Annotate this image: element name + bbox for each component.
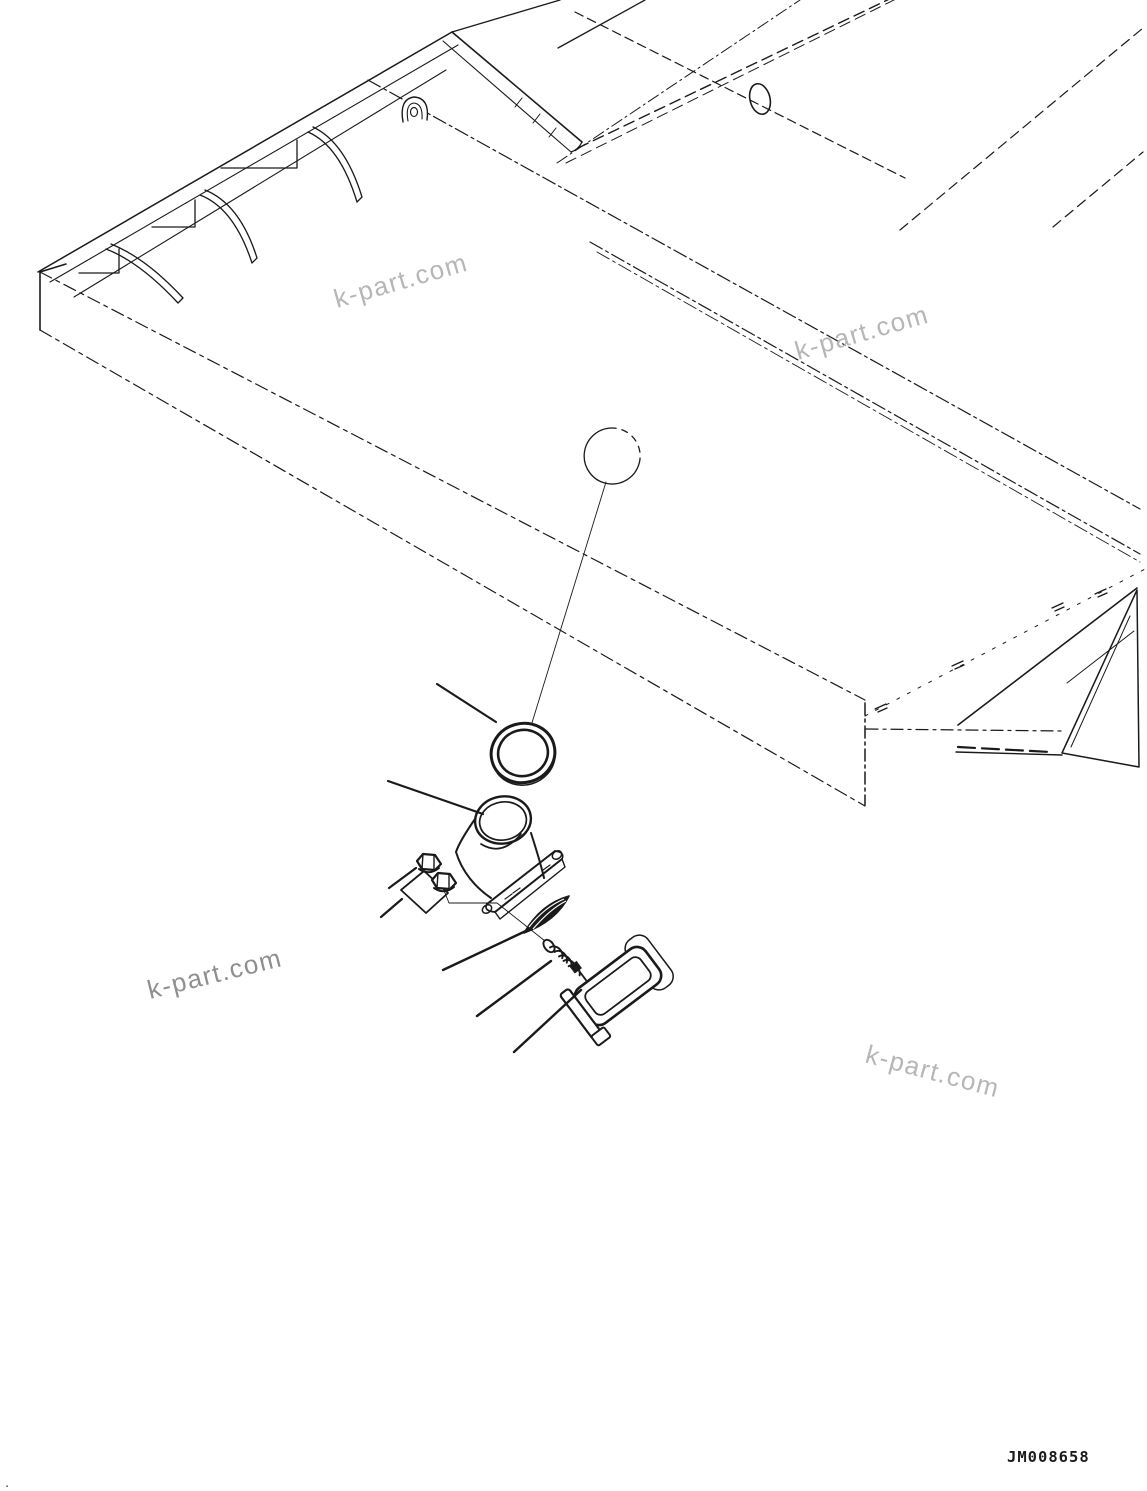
deck-hole-arc-solid	[584, 428, 639, 484]
upper-rail-inner	[566, 0, 916, 163]
watermark-bottom-right: k-part.com	[862, 1038, 1004, 1104]
watermark-top-right: k-part.com	[791, 298, 933, 366]
cross-beam-hatch	[515, 98, 556, 137]
tapered-side-beam	[866, 588, 1139, 767]
deck-hole-arc-dashed	[612, 428, 640, 464]
deck-right-edge-ticks	[875, 589, 1107, 712]
upper-rim-exit-lines	[452, 0, 645, 48]
watermark-bottom-left: k-part.com	[144, 942, 286, 1005]
corner-mark: .	[5, 1474, 10, 1491]
deck-centerline-c	[597, 252, 1140, 562]
lifting-eye-arch	[402, 97, 427, 122]
beam-top-inner	[1067, 631, 1134, 683]
flange-hatch	[505, 865, 550, 899]
gusset-2	[152, 190, 257, 263]
hex-nut-1	[417, 854, 441, 872]
deck-frame	[38, 0, 1147, 806]
gusset-1	[79, 244, 183, 303]
deck-front-top-edge	[40, 272, 865, 700]
watermark-top-left: k-part.com	[330, 246, 472, 314]
beam-centerline	[866, 729, 1062, 731]
hole-leader-line	[531, 482, 606, 726]
upper-rail-outer	[578, 0, 925, 148]
tube-flange-band	[487, 851, 562, 912]
nut-head	[432, 873, 456, 889]
hex-nut-2	[432, 873, 456, 891]
deck-centerline-a	[368, 80, 1140, 509]
lifting-eye	[402, 97, 427, 122]
flange-gasket	[524, 896, 569, 933]
deck-rim-edge-outer	[38, 32, 452, 272]
upper-rail-centerline	[557, 0, 800, 163]
cross-beam-inner	[443, 41, 571, 152]
clamp-bracket	[549, 919, 681, 1046]
beam-centerline-heavy	[958, 747, 1050, 752]
top-right-rails	[900, 28, 1143, 230]
deck-rim-edge-inner	[50, 45, 458, 297]
upper-deck-hole	[747, 82, 774, 117]
deck-centerline-b	[590, 242, 1140, 554]
seal-ring-outer	[484, 716, 561, 790]
deck-hole	[531, 428, 640, 726]
seal-ring	[484, 716, 562, 792]
upper-seam-line	[575, 12, 905, 178]
cross-beam-outer	[452, 32, 582, 142]
leader-gasket-spring-clamp	[443, 929, 581, 1052]
deck-front-bottom-edge	[40, 330, 865, 806]
rim-gussets	[79, 127, 362, 303]
leader-seal-ring	[437, 684, 496, 722]
beam-top-edge	[958, 588, 1137, 725]
beam-end-plate-inner	[1071, 616, 1130, 747]
leader-elbow-tube	[388, 781, 483, 814]
drawing-number: JM008658	[1007, 1448, 1090, 1466]
nut-head	[417, 854, 441, 870]
